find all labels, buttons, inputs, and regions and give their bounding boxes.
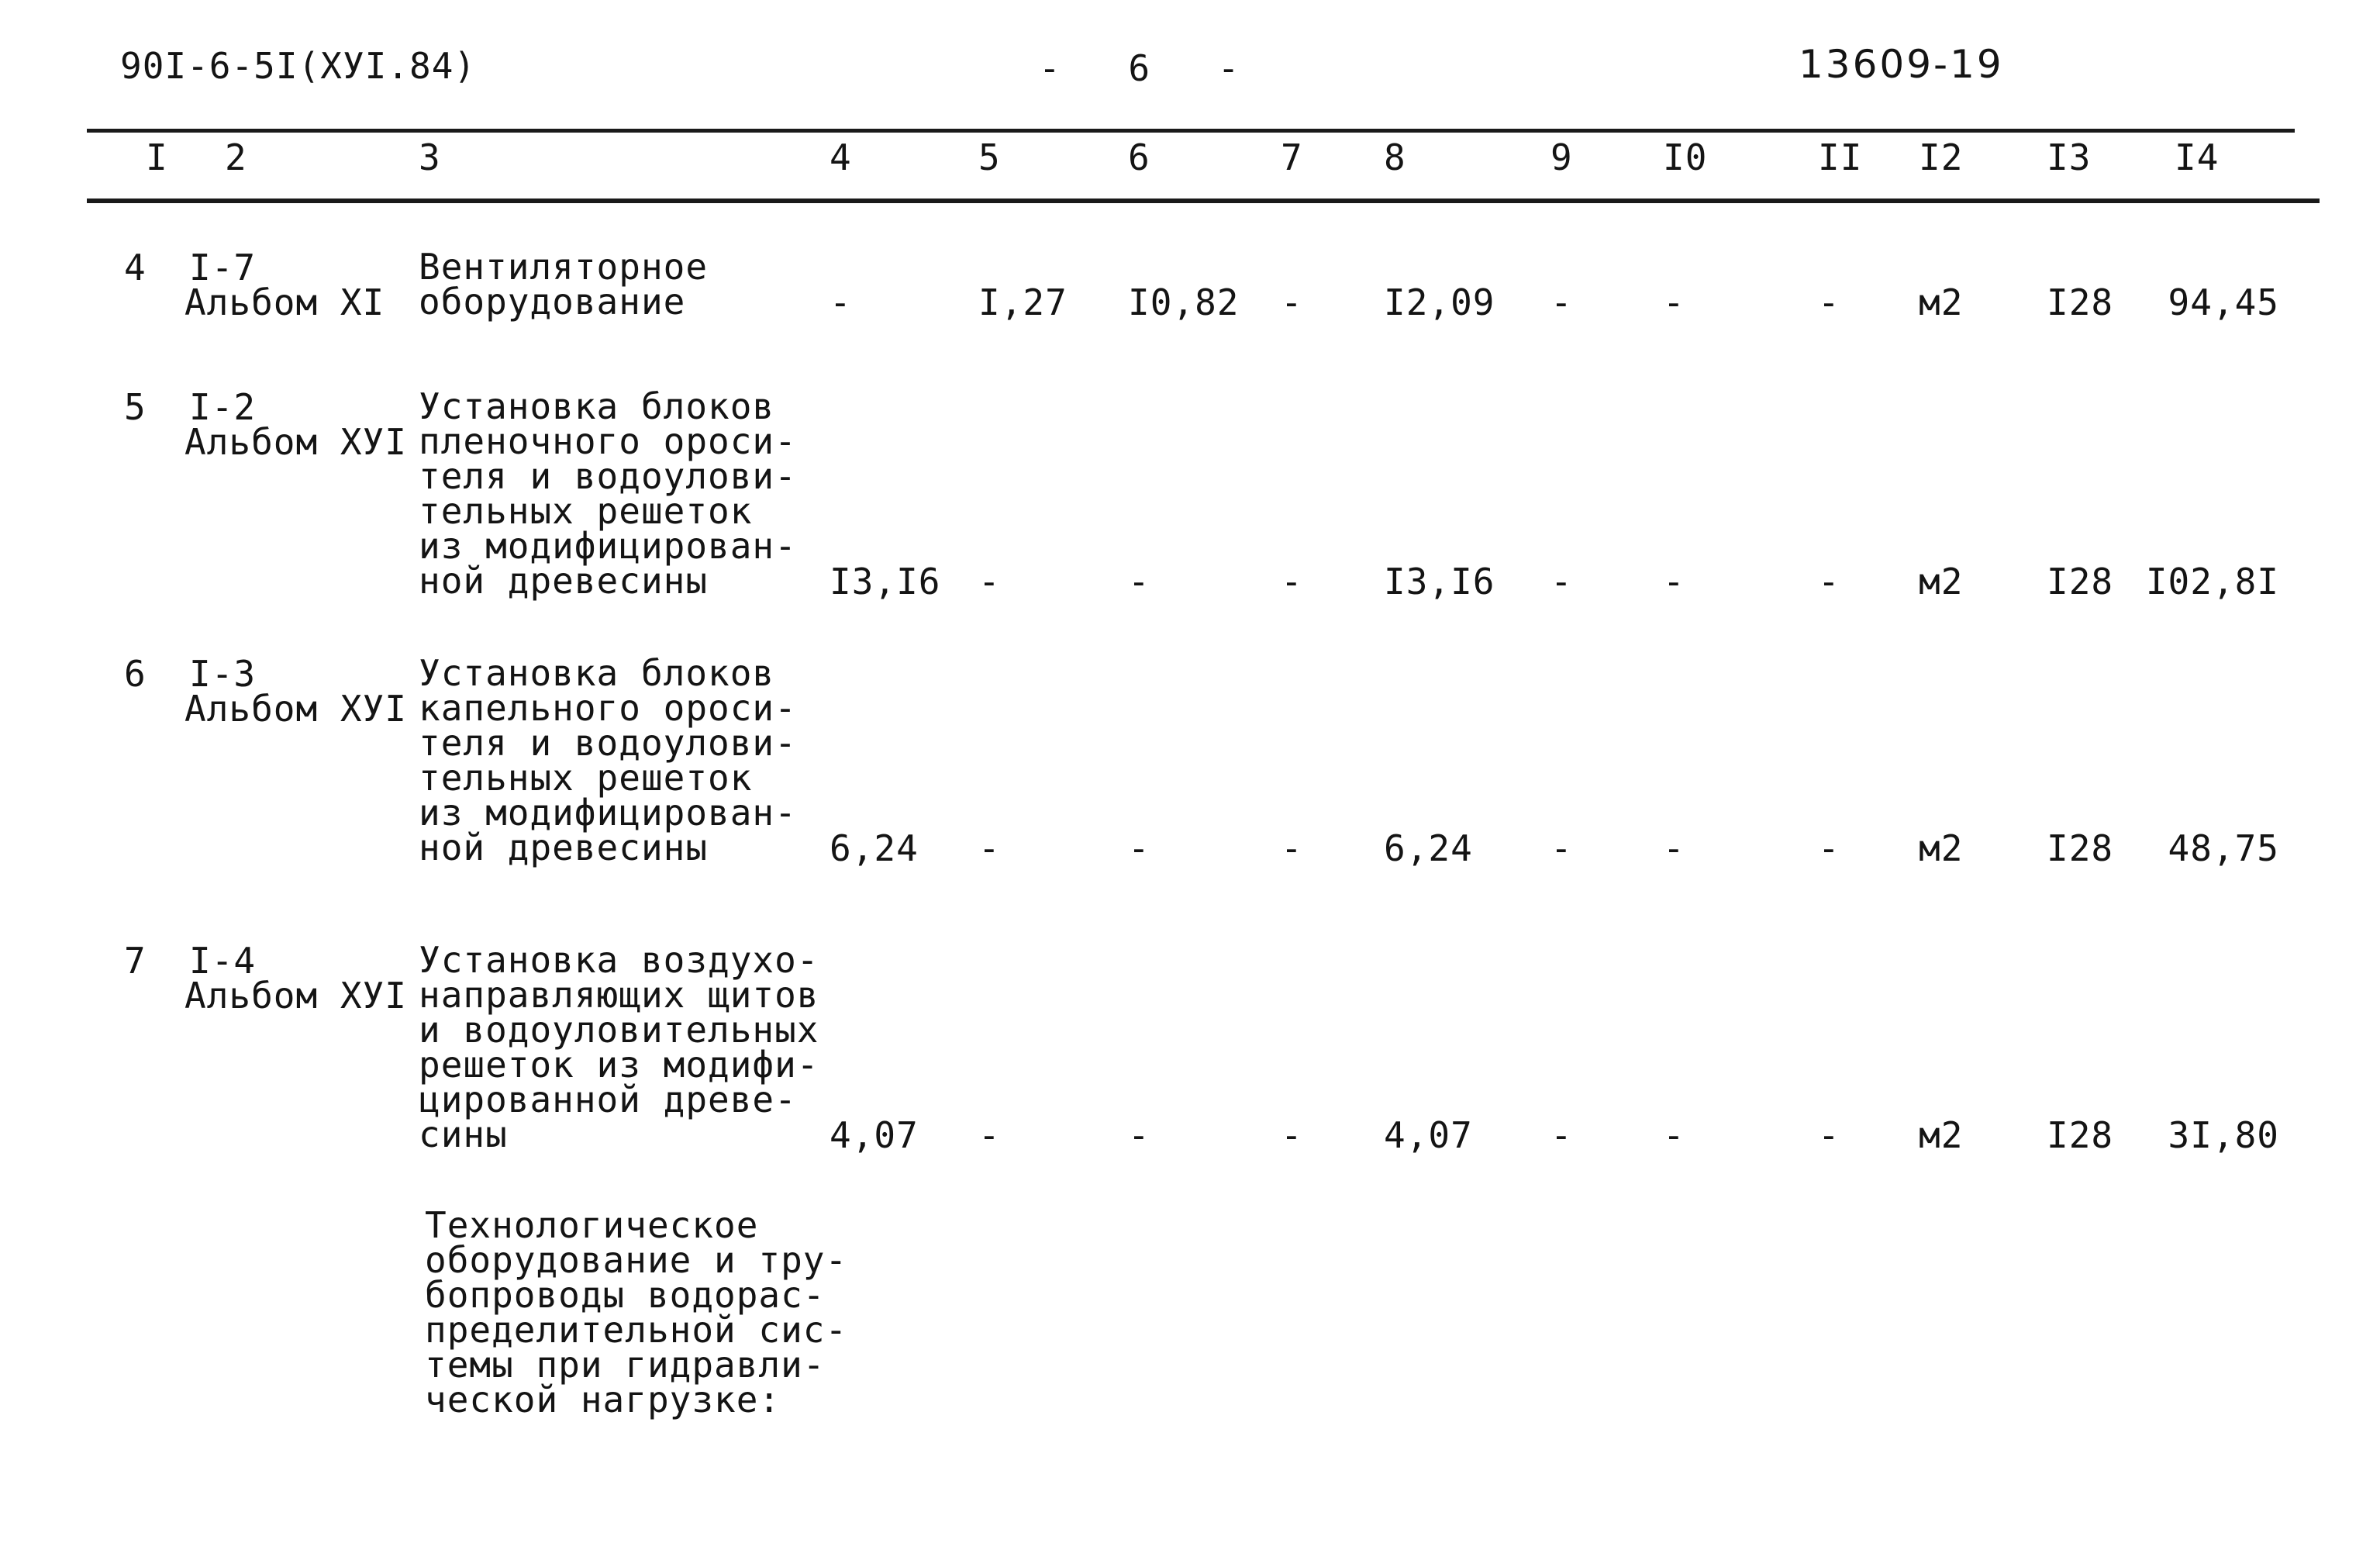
column-number-3: 3 [419, 136, 441, 178]
row-value-col-9: - [1550, 561, 1573, 602]
row-value-col-10: - [1663, 827, 1685, 869]
row-value-col-13: I28 [2047, 1114, 2114, 1156]
row-value-col-10: - [1663, 281, 1685, 323]
row-value-col-10: - [1663, 1114, 1685, 1156]
row-ref-code: I-4 [189, 940, 257, 982]
column-number-1: I [146, 136, 168, 178]
row-value-col-7: - [1281, 1114, 1303, 1156]
row-value-col-4: I3,I6 [830, 561, 941, 602]
row-value-col-13: I28 [2047, 827, 2114, 869]
column-number-7: 7 [1281, 136, 1303, 178]
row-value-col-13: I28 [2047, 281, 2114, 323]
row-value-col-14: 94,45 [2168, 281, 2279, 323]
row-value-col-8: I2,09 [1384, 281, 1495, 323]
row-value-col-6: - [1128, 561, 1150, 602]
row-number: 6 [124, 653, 147, 695]
row-number: 4 [124, 247, 147, 288]
row-value-col-12: м2 [1919, 561, 1964, 602]
row-value-col-12: м2 [1919, 1114, 1964, 1156]
column-number-10: I0 [1663, 136, 1708, 178]
stamp-number: 13609-19 [1799, 42, 2004, 87]
row-value-col-4: 4,07 [830, 1114, 919, 1156]
row-ref-code: I-2 [189, 386, 257, 428]
column-number-9: 9 [1550, 136, 1573, 178]
row-value-col-8: I3,I6 [1384, 561, 1495, 602]
column-number-13: I3 [2047, 136, 2092, 178]
row-value-col-10: - [1663, 561, 1685, 602]
row-value-col-11: - [1818, 1114, 1840, 1156]
column-number-12: I2 [1919, 136, 1964, 178]
row-value-col-8: 6,24 [1384, 827, 1473, 869]
row-value-col-11: - [1818, 281, 1840, 323]
row-ref-code: I-3 [189, 653, 257, 695]
row-value-col-9: - [1550, 1114, 1573, 1156]
row-value-col-6: I0,82 [1128, 281, 1240, 323]
row-value-col-5: - [978, 827, 1001, 869]
row-number: 5 [124, 386, 147, 428]
row-ref-album: Альбом XI [185, 281, 385, 323]
trailing-note: Технологическое оборудование и тру- бопроводы водорас- пределительной сис- темы при гидравли- ческой нагрузке: [425, 1204, 848, 1421]
row-value-col-12: м2 [1919, 827, 1964, 869]
row-description: Вентиляторное оборудование [419, 246, 709, 323]
row-value-col-6: - [1128, 1114, 1150, 1156]
column-number-8: 8 [1384, 136, 1406, 178]
row-value-col-9: - [1550, 281, 1573, 323]
row-description: Установка блоков капельного ороси- теля и водоулови- тельных решеток из модифицирован- ной древесины [419, 652, 797, 868]
column-number-4: 4 [830, 136, 852, 178]
row-value-col-14: 3I,80 [2168, 1114, 2279, 1156]
column-number-2: 2 [225, 136, 247, 178]
row-value-col-7: - [1281, 561, 1303, 602]
row-value-col-5: - [978, 561, 1001, 602]
row-value-col-4: - [830, 281, 852, 323]
row-number: 7 [124, 940, 147, 982]
row-value-col-14: 48,75 [2168, 827, 2279, 869]
row-value-col-8: 4,07 [1384, 1114, 1473, 1156]
row-description: Установка воздухо- направляющих щитов и водоуловительных решеток из модифи- цированной древе- сины [419, 939, 819, 1155]
row-value-col-5: I,27 [978, 281, 1068, 323]
row-ref-album: Альбом ХУI [185, 421, 407, 463]
column-number-5: 5 [978, 136, 1001, 178]
row-value-col-4: 6,24 [830, 827, 919, 869]
row-value-col-7: - [1281, 281, 1303, 323]
row-ref-code: I-7 [189, 247, 257, 288]
row-value-col-11: - [1818, 561, 1840, 602]
row-value-col-11: - [1818, 827, 1840, 869]
row-value-col-13: I28 [2047, 561, 2114, 602]
row-value-col-7: - [1281, 827, 1303, 869]
row-value-col-12: м2 [1919, 281, 1964, 323]
document-code: 90I-6-5I(ХУI.84) [120, 45, 477, 87]
column-number-14: I4 [2175, 136, 2220, 178]
row-ref-album: Альбом ХУI [185, 688, 407, 730]
row-value-col-6: - [1128, 827, 1150, 869]
column-number-6: 6 [1128, 136, 1150, 178]
row-ref-album: Альбом ХУI [185, 975, 407, 1017]
column-number-11: II [1818, 136, 1863, 178]
row-value-col-5: - [978, 1114, 1001, 1156]
page-number: - 6 - [1039, 47, 1263, 89]
row-value-col-14: I02,8I [2145, 561, 2279, 602]
table-top-rule [87, 129, 2295, 133]
row-value-col-9: - [1550, 827, 1573, 869]
table-header-rule [87, 199, 2320, 203]
row-description: Установка блоков пленочного ороси- теля и водоулови- тельных решеток из модифицирован- ной древесины [419, 385, 797, 602]
